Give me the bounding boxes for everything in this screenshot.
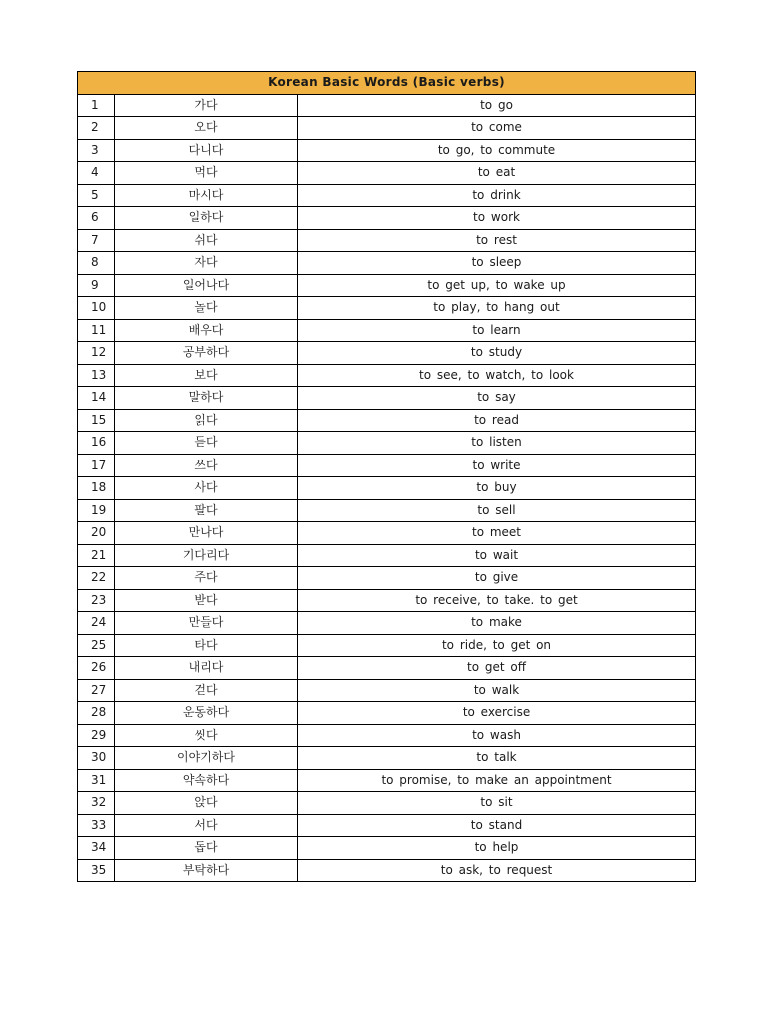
english-meaning: to play, to hang out [298,297,696,320]
english-meaning: to go [298,94,696,117]
korean-word: 앉다 [115,792,298,815]
row-number: 18 [78,477,115,500]
korean-word: 다니다 [115,139,298,162]
english-meaning: to rest [298,229,696,252]
table-row [78,139,696,162]
row-number: 26 [78,657,115,680]
korean-word: 놀다 [115,297,298,320]
korean-word: 읽다 [115,409,298,432]
table-row [78,544,696,567]
english-meaning: to see, to watch, to look [298,364,696,387]
row-number: 3 [78,139,115,162]
korean-word: 가다 [115,94,298,117]
row-number: 29 [78,724,115,747]
table-row [78,432,696,455]
table-row [78,814,696,837]
row-number: 33 [78,814,115,837]
row-number: 13 [78,364,115,387]
row-number: 21 [78,544,115,567]
table-row [78,342,696,365]
english-meaning: to exercise [298,702,696,725]
table-row [78,724,696,747]
english-meaning: to get off [298,657,696,680]
table-title: Korean Basic Words (Basic verbs) [78,72,696,95]
table-row [78,274,696,297]
table-row [78,454,696,477]
table-row [78,477,696,500]
vocabulary-table [77,71,696,882]
row-number: 24 [78,612,115,635]
document-page [77,71,695,882]
table-row [78,792,696,815]
table-row [78,837,696,860]
korean-word: 이야기하다 [115,747,298,770]
korean-word: 부탁하다 [115,859,298,882]
english-meaning: to buy [298,477,696,500]
korean-word: 마시다 [115,184,298,207]
english-meaning: to meet [298,522,696,545]
english-meaning: to make [298,612,696,635]
korean-word: 걷다 [115,679,298,702]
korean-word: 공부하다 [115,342,298,365]
table-row [78,94,696,117]
english-meaning: to go, to commute [298,139,696,162]
table-row [78,499,696,522]
row-number: 2 [78,117,115,140]
row-number: 32 [78,792,115,815]
korean-word: 일어나다 [115,274,298,297]
row-number: 10 [78,297,115,320]
english-meaning: to get up, to wake up [298,274,696,297]
korean-word: 만들다 [115,612,298,635]
korean-word: 팔다 [115,499,298,522]
row-number: 25 [78,634,115,657]
row-number: 35 [78,859,115,882]
english-meaning: to help [298,837,696,860]
table-row [78,184,696,207]
table-row [78,207,696,230]
row-number: 1 [78,94,115,117]
english-meaning: to give [298,567,696,590]
english-meaning: to promise, to make an appointment [298,769,696,792]
table-row [78,589,696,612]
english-meaning: to talk [298,747,696,770]
row-number: 6 [78,207,115,230]
english-meaning: to receive, to take. to get [298,589,696,612]
table-row [78,364,696,387]
korean-word: 쉬다 [115,229,298,252]
table-row [78,859,696,882]
korean-word: 배우다 [115,319,298,342]
table-row [78,229,696,252]
english-meaning: to drink [298,184,696,207]
english-meaning: to wash [298,724,696,747]
table-row [78,657,696,680]
table-row [78,612,696,635]
english-meaning: to ride, to get on [298,634,696,657]
korean-word: 씻다 [115,724,298,747]
english-meaning: to learn [298,319,696,342]
table-row [78,409,696,432]
table-row [78,567,696,590]
row-number: 22 [78,567,115,590]
row-number: 34 [78,837,115,860]
korean-word: 보다 [115,364,298,387]
table-row [78,387,696,410]
english-meaning: to say [298,387,696,410]
row-number: 19 [78,499,115,522]
row-number: 7 [78,229,115,252]
row-number: 27 [78,679,115,702]
korean-word: 타다 [115,634,298,657]
korean-word: 운동하다 [115,702,298,725]
row-number: 14 [78,387,115,410]
english-meaning: to sell [298,499,696,522]
korean-word: 쓰다 [115,454,298,477]
korean-word: 듣다 [115,432,298,455]
table-row [78,769,696,792]
table-row [78,702,696,725]
row-number: 30 [78,747,115,770]
korean-word: 자다 [115,252,298,275]
row-number: 12 [78,342,115,365]
row-number: 9 [78,274,115,297]
row-number: 28 [78,702,115,725]
table-row [78,747,696,770]
row-number: 5 [78,184,115,207]
english-meaning: to come [298,117,696,140]
table-row [78,679,696,702]
english-meaning: to sit [298,792,696,815]
korean-word: 사다 [115,477,298,500]
english-meaning: to work [298,207,696,230]
row-number: 15 [78,409,115,432]
english-meaning: to write [298,454,696,477]
english-meaning: to read [298,409,696,432]
korean-word: 먹다 [115,162,298,185]
korean-word: 말하다 [115,387,298,410]
table-row [78,252,696,275]
table-row [78,522,696,545]
table-row [78,319,696,342]
english-meaning: to study [298,342,696,365]
korean-word: 만나다 [115,522,298,545]
row-number: 11 [78,319,115,342]
english-meaning: to ask, to request [298,859,696,882]
korean-word: 약속하다 [115,769,298,792]
korean-word: 받다 [115,589,298,612]
row-number: 8 [78,252,115,275]
row-number: 17 [78,454,115,477]
row-number: 16 [78,432,115,455]
table-title-row [78,72,696,95]
table-row [78,117,696,140]
english-meaning: to walk [298,679,696,702]
korean-word: 오다 [115,117,298,140]
korean-word: 주다 [115,567,298,590]
table-row [78,634,696,657]
korean-word: 기다리다 [115,544,298,567]
english-meaning: to wait [298,544,696,567]
table-body [78,94,696,882]
korean-word: 내리다 [115,657,298,680]
row-number: 4 [78,162,115,185]
row-number: 23 [78,589,115,612]
english-meaning: to sleep [298,252,696,275]
korean-word: 일하다 [115,207,298,230]
english-meaning: to eat [298,162,696,185]
english-meaning: to listen [298,432,696,455]
row-number: 20 [78,522,115,545]
english-meaning: to stand [298,814,696,837]
row-number: 31 [78,769,115,792]
korean-word: 돕다 [115,837,298,860]
korean-word: 서다 [115,814,298,837]
table-row [78,162,696,185]
table-row [78,297,696,320]
